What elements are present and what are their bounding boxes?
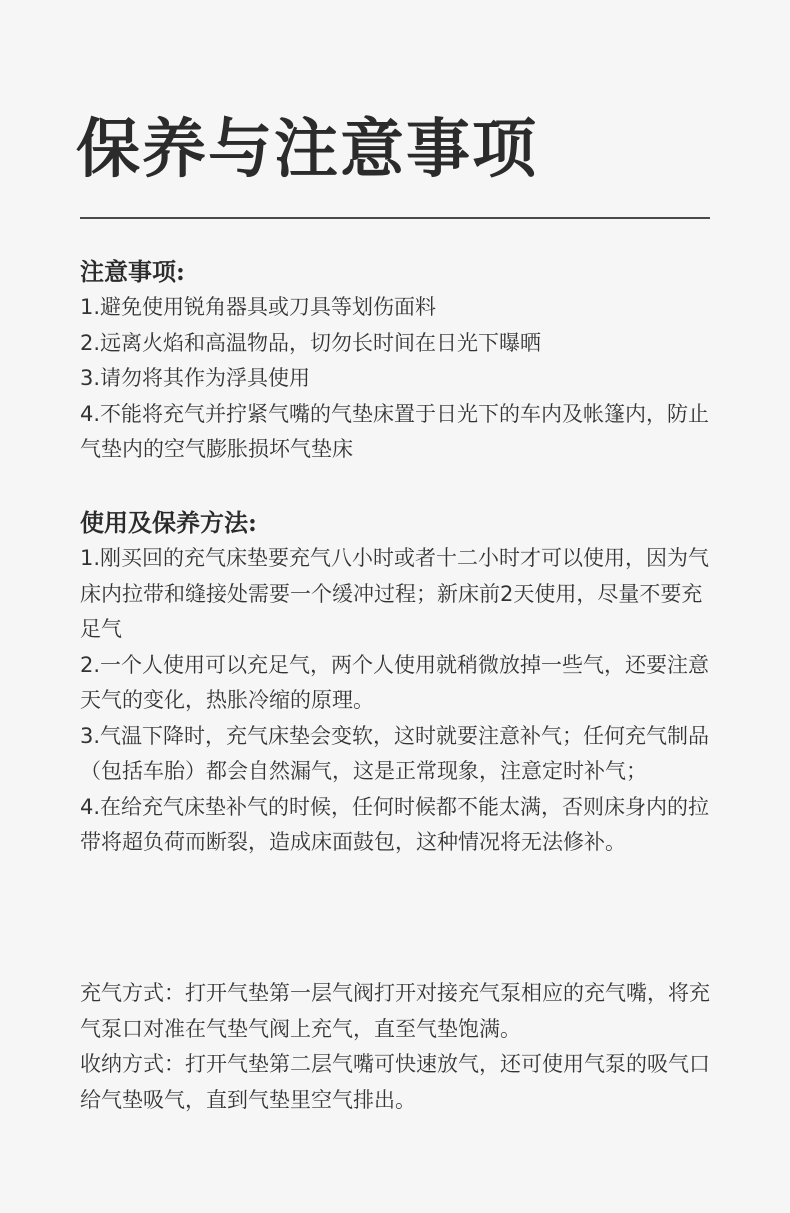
usage-item-4: 4.在给充气床垫补气的时候，任何时候都不能太满，否则床身内的拉带将超负荷而断裂，造成床面鼓包，这种情况将无法修补。 <box>80 794 710 854</box>
usage-item-2: 2.一个人使用可以充足气，两个人使用就稍微放掉一些气，还要注意天气的变化，热胀冷缩的原理。 <box>80 652 710 712</box>
usage-item-3: 3.气温下降时，充气床垫会变软，这时就要注意补气；任何充气制品（包括车胎）都会自然漏气，这是正常现象，注意定时补气； <box>80 723 710 783</box>
methods-section <box>80 976 712 1118</box>
notes-section <box>80 254 712 468</box>
notes-item-4: 4.不能将充气并拧紧气嘴的气垫床置于日光下的车内及帐篷内，防止气垫内的空气膨胀损坏气垫床 <box>80 401 710 461</box>
notes-item-3: 3.请勿将其作为浮具使用 <box>80 366 311 390</box>
title-divider <box>80 217 710 219</box>
usage-item-1: 1.刚买回的充气床垫要充气八小时或者十二小时才可以使用，因为气床内拉带和缝接处需要一个缓冲过程；新床前2天使用，尽量不要充足气 <box>80 546 710 641</box>
notes-heading: 注意事项: <box>80 257 185 286</box>
usage-section <box>80 505 712 861</box>
page-title: 保养与注意事项 <box>76 112 538 187</box>
storage-method: 收纳方式：打开气垫第二层气嘴可快速放气，还可使用气泵的吸气口给气垫吸气，直到气垫里空气排出。 <box>80 1052 710 1112</box>
usage-heading: 使用及保养方法: <box>80 508 257 537</box>
notes-item-1: 1.避免使用锐角器具或刀具等划伤面料 <box>80 295 437 319</box>
notes-item-2: 2.远离火焰和高温物品，切勿长时间在日光下曝晒 <box>80 330 542 355</box>
inflate-method: 充气方式：打开气垫第一层气阀打开对接充气泵相应的充气嘴，将充气泵口对准在气垫气阀上充气，直至气垫饱满。 <box>80 981 710 1041</box>
